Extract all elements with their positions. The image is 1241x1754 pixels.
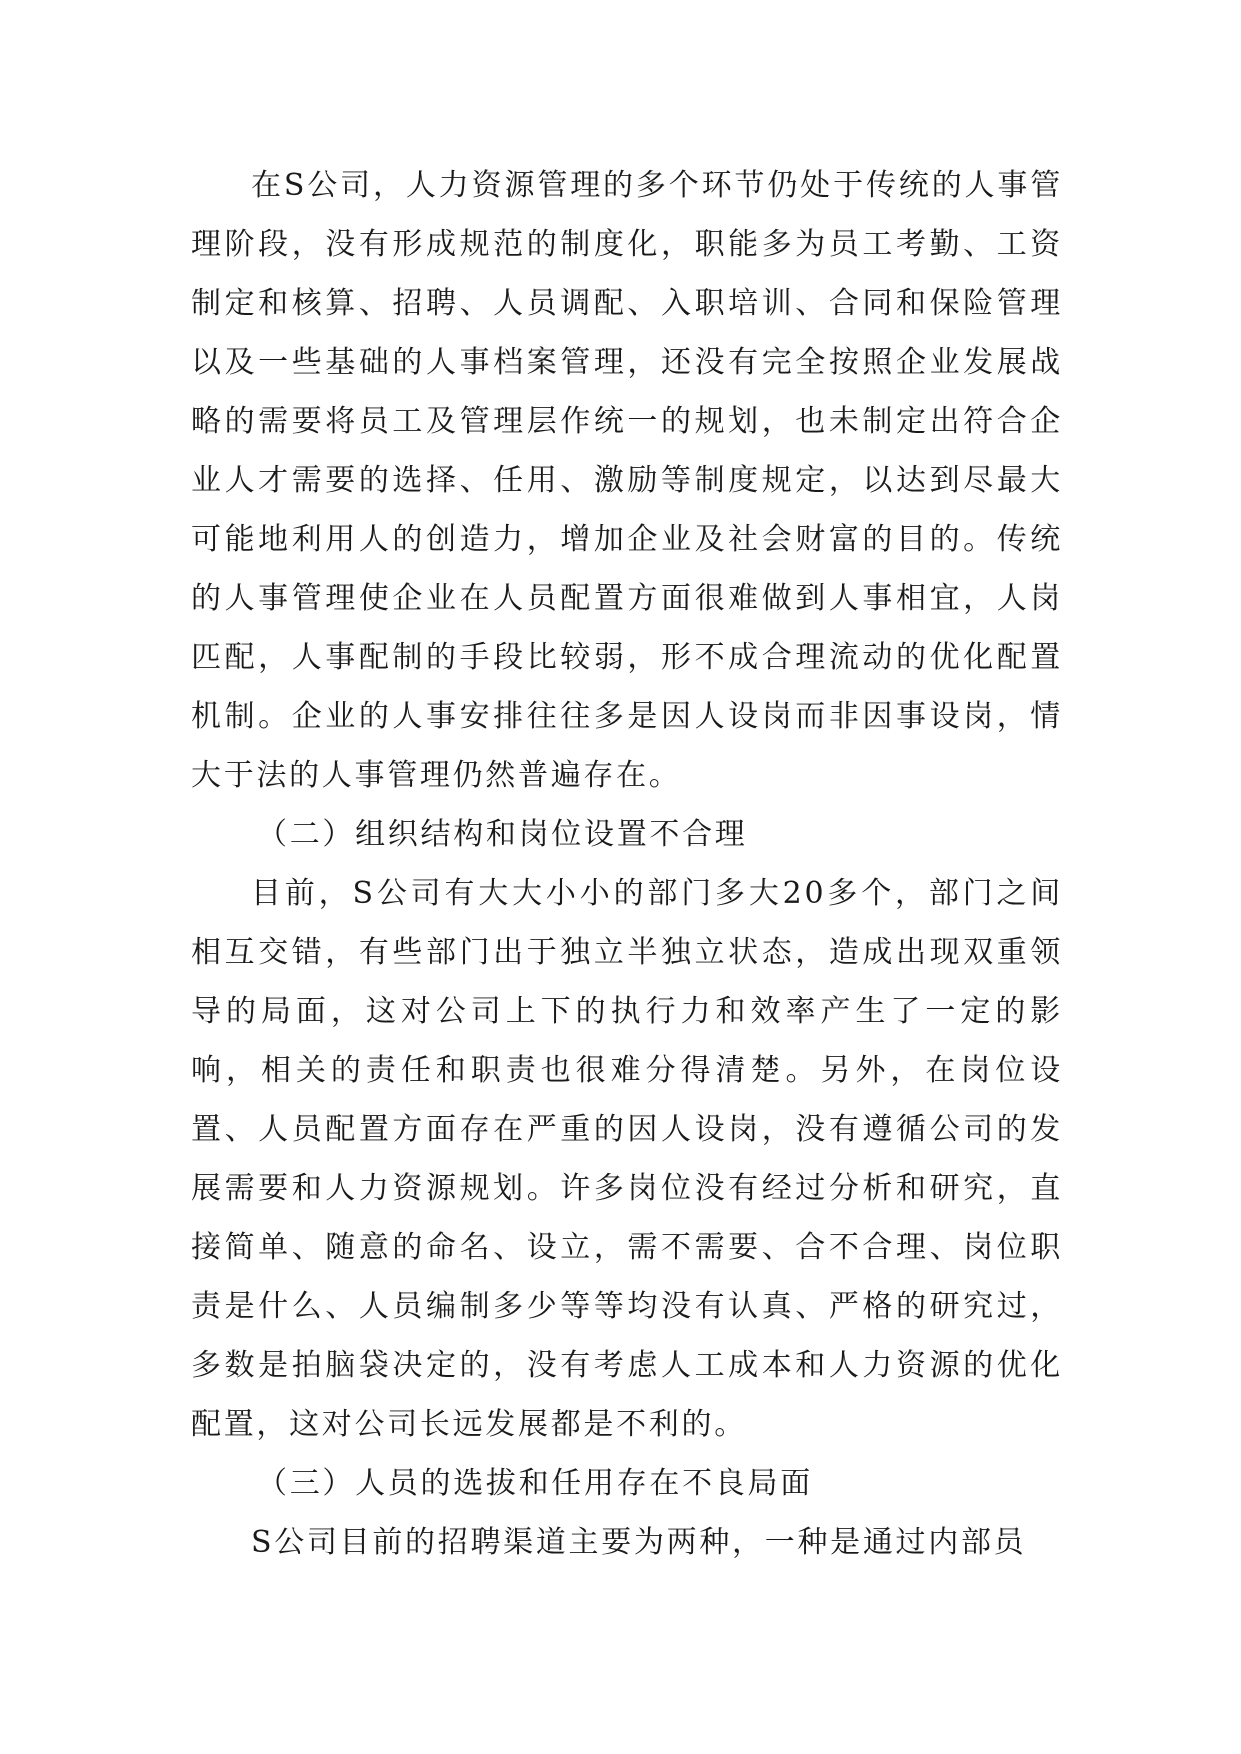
section-heading-selection: （三）人员的选拔和任用存在不良局面 (257, 1466, 813, 1501)
paragraph-recruitment: S公司目前的招聘渠道主要为两种，一种是通过内部员 (251, 1525, 1027, 1560)
paragraph-org-structure: 目前，S公司有大大小小的部门多大20多个，部门之间相互交错，有些部门出于独立半独立状态，造成出现双重领导的局面，这对公司上下的执行力和效率产生了一定的影响，相关的责任和职责也很难分得清楚。另外，在岗位设置、人员配置方面存在严重的因人设岗，没有遵循公司的发展需要和人力资源规划。许多岗位没有经过分析和研究，直接简单、随意的命名、设立，需不需要、合不合理、岗位职责是什么、人员编制多少等等均没有认真、严格的研究过，多数是拍脑袋决定的，没有考虑人工成本和人力资源的优化配置，这对公司长远发展都是不利的。 (191, 876, 1063, 1442)
document-body (191, 156, 1063, 1572)
paragraph-traditional-hr: 在S公司，人力资源管理的多个环节仍处于传统的人事管理阶段，没有形成规范的制度化，职能多为员工考勤、工资制定和核算、招聘、人员调配、入职培训、合同和保险管理以及一些基础的人事档案管理，还没有完全按照企业发展战略的需要将员工及管理层作统一的规划，也未制定出符合企业人才需要的选择、任用、激励等制度规定，以达到尽最大可能地利用人的创造力，增加企业及社会财富的目的。传统的人事管理使企业在人员配置方面很难做到人事相宜，人岗匹配，人事配制的手段比较弱，形不成合理流动的优化配置机制。企业的人事安排往往多是因人设岗而非因事设岗，情大于法的人事管理仍然普遍存在。 (191, 168, 1063, 793)
section-heading-org-structure: （二）组织结构和岗位设置不合理 (257, 817, 748, 852)
